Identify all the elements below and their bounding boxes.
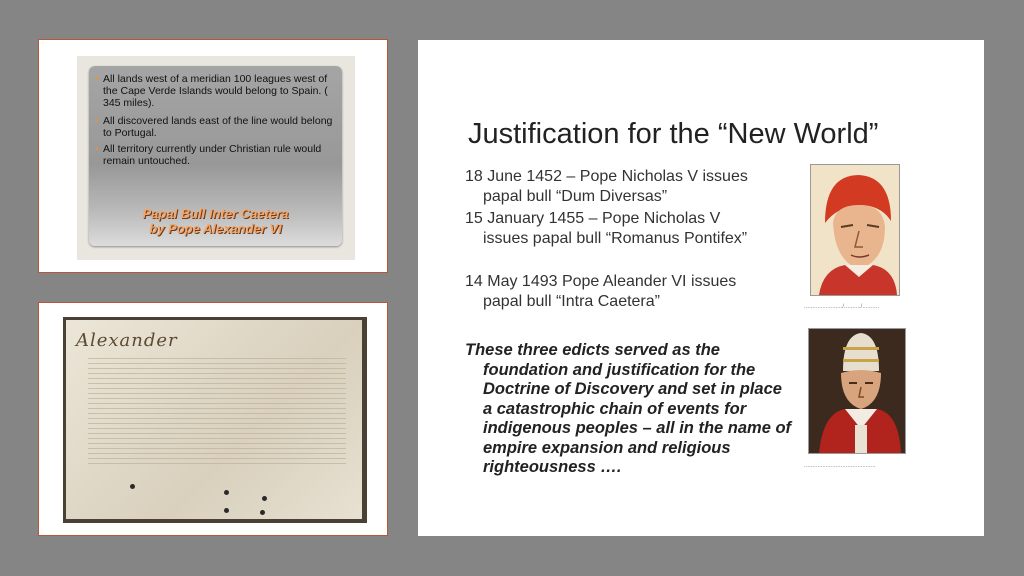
portrait-pope-nicholas-v [810, 164, 900, 296]
parchment-sheet [66, 320, 362, 519]
entry-line: 14 May 1493 Pope Aleander VI issues [465, 273, 737, 290]
timeline-entry [465, 209, 805, 249]
summary-line: foundation and justification for the Doctrine of Discovery and set in place a catastrophic chain of events for indigenous peoples – all in the name of empire expansion and religious righteousness …. [483, 360, 792, 476]
parchment-frame [63, 317, 367, 523]
bullet-item [95, 73, 335, 109]
slide-frame [77, 56, 355, 260]
entry-line: papal bull “Dum Diversas” [483, 188, 668, 205]
seal-mark-icon [260, 510, 265, 515]
summary-paragraph [465, 341, 795, 478]
entry-line: issues papal bull “Romanus Pontifex” [483, 230, 748, 247]
entry-line: 15 January 1455 – Pope Nicholas V [465, 210, 721, 227]
slide-content-box [89, 66, 342, 246]
slide-caption [89, 206, 342, 236]
summary-line: These three edicts served as the [465, 341, 720, 359]
timeline-entry [465, 167, 805, 207]
papal-bull-document-photo [38, 302, 388, 536]
bullet-text: All territory currently under Christian rule would remain untouched. [103, 143, 322, 167]
seal-mark-icon [224, 508, 229, 513]
seal-mark-icon [130, 484, 135, 489]
bullet-text: All lands west of a meridian 100 leagues west of the Cape Verde Islands would belong to Spain. ( 345 miles). [103, 73, 328, 109]
bullet-icon: • [95, 143, 99, 155]
seal-mark-icon [224, 490, 229, 495]
entry-line: 18 June 1452 – Pope Nicholas V issues [465, 168, 748, 185]
image-credit: ......................./........../.......... [804, 304, 880, 310]
slide-title: Justification for the “New World” [468, 118, 879, 150]
image-credit: ........................................... [804, 463, 876, 469]
portrait-2-illustration [809, 329, 905, 453]
caption-line-2: by Pope Alexander VI [149, 221, 282, 236]
caption-line-1: Papal Bull Inter Caetera [142, 206, 289, 221]
timeline-entry [465, 272, 805, 312]
seal-mark-icon [262, 496, 267, 501]
portrait-1-illustration [811, 165, 899, 295]
slide-thumbnail-inter-caetera [38, 39, 388, 273]
bullet-icon: • [95, 73, 99, 85]
handwritten-text-block [88, 358, 346, 468]
bullet-item [95, 143, 335, 167]
entry-line: papal bull “Intra Caetera” [483, 293, 660, 310]
document-heading: Alexander [76, 330, 178, 351]
bullet-text: All discovered lands east of the line would belong to Portugal. [103, 115, 333, 139]
portrait-pope-alexander-vi [808, 328, 906, 454]
bullet-icon: • [95, 115, 99, 127]
slide-justification-new-world [418, 40, 984, 536]
bullet-item [95, 115, 335, 139]
